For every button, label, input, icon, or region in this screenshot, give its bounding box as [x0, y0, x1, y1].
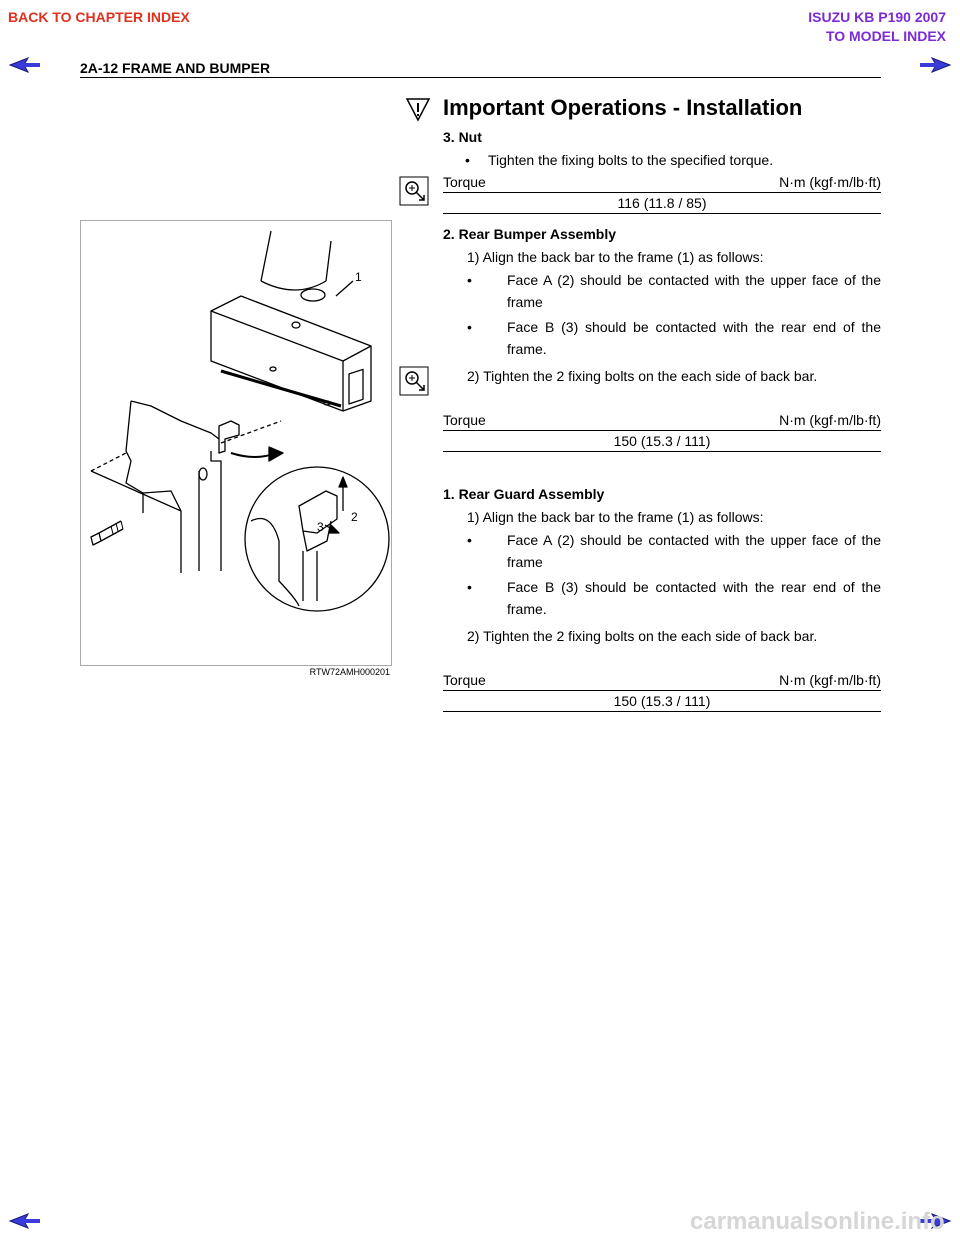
torque-label: Torque	[443, 174, 486, 190]
figure-label-1: 1	[355, 270, 362, 284]
back-to-chapter-index-link[interactable]: BACK TO CHAPTER INDEX	[8, 9, 190, 25]
rear-bumper-step1: 1) Align the back bar to the frame (1) as follows:	[467, 249, 764, 265]
torque-label: Torque	[443, 672, 486, 688]
torque-wrench-icon	[399, 366, 429, 396]
section-header: 2A-12 FRAME AND BUMPER	[80, 60, 271, 76]
torque-value: 116 (11.8 / 85)	[443, 193, 881, 214]
bumper-diagram	[81, 221, 391, 665]
rear-bumper-heading: 2. Rear Bumper Assembly	[443, 226, 616, 242]
bullet-icon: •	[467, 532, 472, 548]
rear-bumper-torque-table	[443, 412, 881, 452]
nut-torque-table	[443, 174, 881, 214]
rear-bumper-step2: 2) Tighten the 2 fixing bolts on the each side of back bar.	[467, 368, 818, 384]
bullet-icon: •	[467, 579, 472, 595]
rear-guard-step2: 2) Tighten the 2 fixing bolts on the each side of back bar.	[467, 628, 818, 644]
torque-label: Torque	[443, 412, 486, 428]
rear-guard-bullet-a: • Face A (2) should be contacted with the upper face of the frame	[467, 529, 881, 573]
rear-guard-heading: 1. Rear Guard Assembly	[443, 486, 605, 502]
torque-unit: N·m (kgf·m/lb·ft)	[779, 672, 881, 688]
nut-bullet: Tighten the fixing bolts to the specified torque.	[488, 152, 774, 168]
torque-unit: N·m (kgf·m/lb·ft)	[779, 412, 881, 428]
left-arrow-icon[interactable]	[8, 56, 42, 74]
important-icon	[405, 96, 431, 122]
rear-bumper-bullet-b: • Face B (3) should be contacted with the rear end of the frame.	[467, 316, 881, 360]
to-model-index-link[interactable]: TO MODEL INDEX	[825, 28, 946, 44]
rear-guard-bullet-b: • Face B (3) should be contacted with the rear end of the frame.	[467, 576, 881, 620]
torque-value: 150 (15.3 / 111)	[443, 431, 881, 452]
bullet-icon: •	[465, 152, 470, 168]
rear-guard-torque-table	[443, 672, 881, 712]
figure-label-2: 2	[351, 510, 358, 524]
page-title: Important Operations - Installation	[443, 95, 803, 120]
nut-heading: 3. Nut	[443, 129, 482, 145]
figure-label-3: 3	[317, 520, 324, 534]
figure-caption: RTW72AMH000201	[309, 667, 390, 677]
right-arrow-icon[interactable]	[918, 56, 952, 74]
torque-value: 150 (15.3 / 111)	[443, 691, 881, 712]
left-arrow-icon[interactable]	[8, 1212, 42, 1230]
torque-unit: N·m (kgf·m/lb·ft)	[779, 174, 881, 190]
bumper-installation-figure	[80, 220, 392, 666]
header-rule	[80, 77, 881, 78]
bullet-icon: •	[467, 272, 472, 288]
bullet-icon: •	[467, 319, 472, 335]
model-title-link[interactable]: ISUZU KB P190 2007	[808, 9, 946, 25]
rear-bumper-bullet-a: • Face A (2) should be contacted with the upper face of the frame	[467, 269, 881, 313]
watermark: carmanualsonline.info	[690, 1208, 945, 1235]
rear-guard-step1: 1) Align the back bar to the frame (1) as follows:	[467, 509, 764, 525]
torque-wrench-icon	[399, 176, 429, 206]
